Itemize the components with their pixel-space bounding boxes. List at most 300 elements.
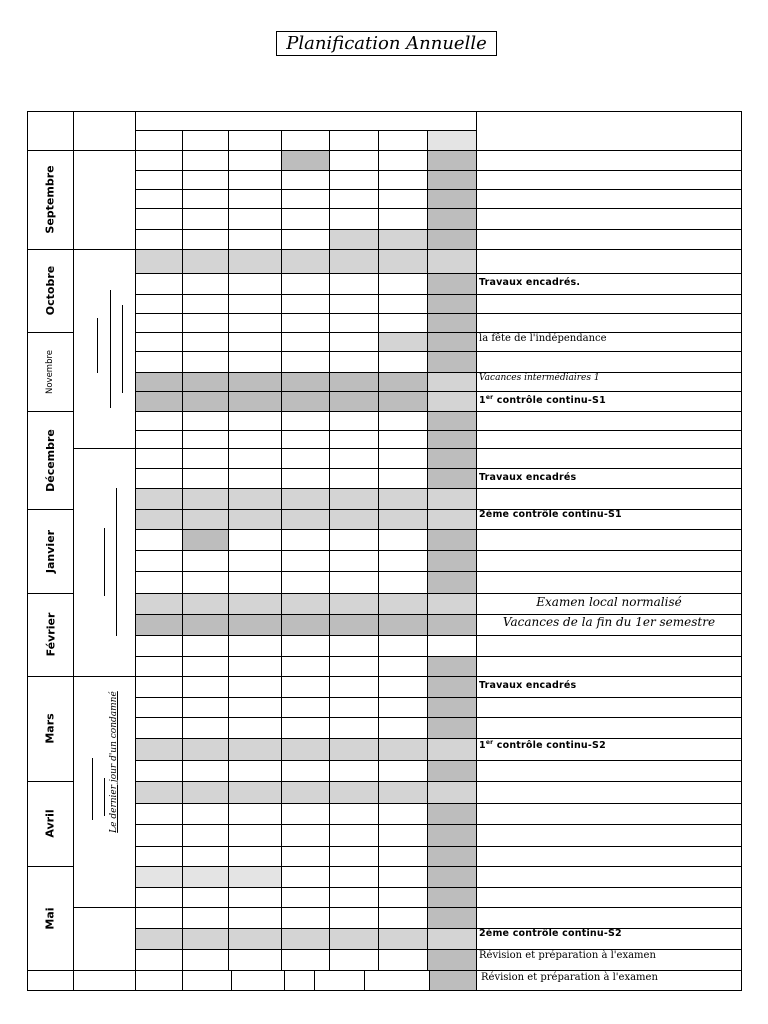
table-cell bbox=[378, 738, 428, 761]
header-cell bbox=[329, 130, 379, 151]
table-cell bbox=[182, 907, 229, 929]
table-cell bbox=[135, 273, 183, 295]
table-cell bbox=[329, 571, 379, 594]
note-cell bbox=[476, 717, 742, 739]
table-cell bbox=[135, 229, 183, 250]
table-cell bbox=[378, 313, 428, 333]
table-cell bbox=[427, 593, 477, 615]
table-cell bbox=[182, 970, 232, 991]
table-cell bbox=[281, 907, 330, 929]
month-label: Avril bbox=[43, 809, 57, 838]
table-cell bbox=[182, 189, 229, 209]
table-cell bbox=[73, 970, 136, 991]
table-cell bbox=[281, 170, 330, 190]
table-cell bbox=[329, 887, 379, 908]
note-cell bbox=[476, 907, 742, 929]
note-cell bbox=[476, 189, 742, 209]
table-cell bbox=[281, 614, 330, 636]
table-cell bbox=[281, 468, 330, 489]
table-cell bbox=[378, 189, 428, 209]
table-cell bbox=[329, 928, 379, 950]
table-cell bbox=[378, 468, 428, 489]
month-label: Octobre bbox=[44, 265, 58, 316]
page-title: Planification Annuelle bbox=[276, 31, 497, 56]
table-cell bbox=[378, 717, 428, 739]
table-cell bbox=[228, 866, 282, 888]
table-cell bbox=[281, 738, 330, 761]
table-cell bbox=[182, 294, 229, 314]
table-cell bbox=[228, 803, 282, 825]
table-cell bbox=[427, 249, 477, 274]
note-revision: Révision et préparation à l'examen bbox=[479, 950, 656, 961]
table-cell bbox=[228, 781, 282, 804]
table-cell bbox=[135, 824, 183, 847]
table-cell bbox=[427, 170, 477, 190]
table-cell bbox=[378, 529, 428, 551]
note-travaux: Travaux encadrés. bbox=[479, 277, 581, 288]
table-cell bbox=[378, 294, 428, 314]
table-cell bbox=[329, 509, 379, 530]
table-cell bbox=[329, 717, 379, 739]
table-cell bbox=[378, 550, 428, 572]
note-vacances: Vacances intermédiaires 1 bbox=[479, 373, 600, 383]
table-cell bbox=[228, 656, 282, 677]
table-cell bbox=[427, 430, 477, 449]
table-cell bbox=[329, 593, 379, 615]
table-cell bbox=[228, 907, 282, 929]
unit-line bbox=[122, 305, 123, 393]
table-cell bbox=[427, 448, 477, 469]
note-cell bbox=[476, 529, 742, 551]
month-label: Janvier bbox=[44, 529, 57, 573]
table-cell bbox=[182, 372, 229, 392]
table-cell bbox=[135, 351, 183, 373]
table-cell bbox=[378, 208, 428, 230]
table-cell bbox=[228, 949, 282, 971]
table-cell bbox=[182, 928, 229, 950]
table-cell bbox=[182, 208, 229, 230]
note-cell bbox=[476, 803, 742, 825]
table-cell bbox=[182, 509, 229, 530]
table-cell bbox=[378, 887, 428, 908]
table-cell bbox=[378, 697, 428, 718]
table-cell bbox=[329, 907, 379, 929]
note-cell bbox=[476, 313, 742, 333]
table-cell bbox=[427, 656, 477, 677]
table-cell bbox=[427, 332, 477, 352]
table-cell bbox=[281, 150, 330, 171]
note-controle: 1er contrôle continu-S1 bbox=[479, 394, 606, 407]
table-cell bbox=[378, 571, 428, 594]
table-cell bbox=[182, 614, 229, 636]
header-cell bbox=[427, 130, 477, 151]
note-cell bbox=[476, 170, 742, 190]
table-cell bbox=[329, 170, 379, 190]
table-cell bbox=[182, 676, 229, 698]
table-cell bbox=[182, 550, 229, 572]
table-cell bbox=[281, 717, 330, 739]
note-cell bbox=[476, 249, 742, 274]
note-cell bbox=[476, 760, 742, 782]
table-cell bbox=[378, 273, 428, 295]
unit-line bbox=[104, 528, 105, 596]
table-cell bbox=[378, 656, 428, 677]
table-cell bbox=[427, 488, 477, 510]
table-cell bbox=[281, 697, 330, 718]
table-cell bbox=[281, 249, 330, 274]
table-cell bbox=[427, 189, 477, 209]
table-cell bbox=[182, 273, 229, 295]
table-cell bbox=[135, 550, 183, 572]
table-cell bbox=[329, 866, 379, 888]
table-cell bbox=[182, 430, 229, 449]
unit-line bbox=[92, 758, 93, 820]
table-cell bbox=[329, 468, 379, 489]
table-cell bbox=[281, 273, 330, 295]
table-cell bbox=[427, 887, 477, 908]
table-cell bbox=[182, 738, 229, 761]
table-cell bbox=[378, 332, 428, 352]
month-label: Mai bbox=[43, 906, 57, 930]
table-cell bbox=[182, 824, 229, 847]
table-cell bbox=[329, 738, 379, 761]
table-cell bbox=[182, 949, 229, 971]
table-cell bbox=[228, 229, 282, 250]
table-cell bbox=[281, 332, 330, 352]
table-cell bbox=[378, 824, 428, 847]
table-cell bbox=[427, 697, 477, 718]
table-cell bbox=[228, 189, 282, 209]
table-cell bbox=[135, 593, 183, 615]
table-cell bbox=[228, 717, 282, 739]
note-controle: 1er contrôle continu-S2 bbox=[479, 739, 606, 752]
table-cell bbox=[228, 150, 282, 171]
table-cell bbox=[228, 411, 282, 431]
note-cell bbox=[476, 430, 742, 449]
table-cell bbox=[281, 391, 330, 412]
table-cell bbox=[135, 866, 183, 888]
table-cell bbox=[427, 717, 477, 739]
table-cell bbox=[228, 208, 282, 230]
month-label: Septembre bbox=[44, 165, 58, 234]
note-cell bbox=[476, 697, 742, 718]
table-cell bbox=[427, 313, 477, 333]
table-cell bbox=[182, 488, 229, 510]
note-cell bbox=[476, 208, 742, 230]
note-travaux: Travaux encadrés bbox=[479, 472, 577, 483]
table-cell bbox=[281, 313, 330, 333]
table-cell bbox=[378, 949, 428, 971]
table-cell bbox=[135, 372, 183, 392]
table-cell bbox=[378, 846, 428, 867]
table-cell bbox=[427, 760, 477, 782]
table-cell bbox=[135, 697, 183, 718]
table-cell bbox=[135, 781, 183, 804]
table-cell bbox=[182, 170, 229, 190]
table-cell bbox=[228, 824, 282, 847]
table-cell bbox=[182, 781, 229, 804]
table-cell bbox=[281, 866, 330, 888]
table-cell bbox=[135, 717, 183, 739]
table-cell bbox=[378, 781, 428, 804]
table-cell bbox=[135, 150, 183, 171]
table-cell bbox=[378, 488, 428, 510]
table-cell bbox=[228, 391, 282, 412]
table-cell bbox=[427, 273, 477, 295]
table-cell bbox=[135, 803, 183, 825]
table-cell bbox=[228, 332, 282, 352]
table-cell bbox=[27, 970, 74, 991]
table-cell bbox=[329, 313, 379, 333]
table-cell bbox=[281, 411, 330, 431]
month-label: Novembre bbox=[45, 349, 56, 394]
table-cell bbox=[281, 656, 330, 677]
note-cell bbox=[476, 824, 742, 847]
table-cell bbox=[135, 509, 183, 530]
note-cell bbox=[476, 150, 742, 171]
header-cell bbox=[476, 111, 742, 151]
table-cell bbox=[281, 676, 330, 698]
table-cell bbox=[228, 294, 282, 314]
table-cell bbox=[427, 150, 477, 171]
header-cell bbox=[182, 130, 229, 151]
table-cell bbox=[281, 635, 330, 657]
table-cell bbox=[228, 571, 282, 594]
table-cell bbox=[182, 351, 229, 373]
table-cell bbox=[329, 294, 379, 314]
table-cell bbox=[135, 468, 183, 489]
note-cell bbox=[476, 887, 742, 908]
table-cell bbox=[228, 529, 282, 551]
table-cell bbox=[135, 656, 183, 677]
table-cell bbox=[378, 150, 428, 171]
table-cell bbox=[182, 391, 229, 412]
note-cell bbox=[476, 866, 742, 888]
table-cell bbox=[329, 781, 379, 804]
table-cell bbox=[182, 571, 229, 594]
table-cell bbox=[427, 614, 477, 636]
table-cell bbox=[281, 509, 330, 530]
table-cell bbox=[427, 635, 477, 657]
table-cell bbox=[281, 294, 330, 314]
table-cell bbox=[135, 313, 183, 333]
table-cell bbox=[281, 208, 330, 230]
table-cell bbox=[281, 351, 330, 373]
note-cell bbox=[476, 229, 742, 250]
table-cell bbox=[281, 846, 330, 867]
table-cell bbox=[329, 697, 379, 718]
unit-cell bbox=[73, 907, 136, 971]
table-cell bbox=[182, 313, 229, 333]
table-cell bbox=[427, 351, 477, 373]
table-cell bbox=[378, 614, 428, 636]
note-cell bbox=[476, 635, 742, 657]
table-cell bbox=[182, 866, 229, 888]
table-cell bbox=[182, 468, 229, 489]
header-cell bbox=[73, 111, 136, 151]
table-cell bbox=[378, 676, 428, 698]
table-cell bbox=[281, 781, 330, 804]
table-cell bbox=[228, 170, 282, 190]
note-cell bbox=[476, 656, 742, 677]
table-cell bbox=[427, 676, 477, 698]
table-cell bbox=[378, 803, 428, 825]
table-cell bbox=[228, 887, 282, 908]
note-examen: Examen local normalisé bbox=[536, 595, 682, 609]
note-travaux: Travaux encadrés bbox=[479, 680, 577, 691]
table-cell bbox=[378, 249, 428, 274]
note-revision: Révision et préparation à l'examen bbox=[481, 972, 658, 983]
table-cell bbox=[182, 249, 229, 274]
table-cell bbox=[329, 656, 379, 677]
table-cell bbox=[182, 150, 229, 171]
table-cell bbox=[329, 249, 379, 274]
table-cell bbox=[329, 391, 379, 412]
table-cell bbox=[228, 614, 282, 636]
table-cell bbox=[329, 208, 379, 230]
table-cell bbox=[135, 760, 183, 782]
table-cell bbox=[427, 571, 477, 594]
table-cell bbox=[329, 229, 379, 250]
unit-line bbox=[116, 488, 117, 636]
note-cell bbox=[476, 294, 742, 314]
unit-line bbox=[97, 318, 98, 373]
table-cell bbox=[228, 846, 282, 867]
table-cell bbox=[378, 907, 428, 929]
table-cell bbox=[182, 448, 229, 469]
note-vacances: Vacances de la fin du 1er semestre bbox=[502, 615, 716, 629]
table-cell bbox=[329, 351, 379, 373]
table-cell bbox=[427, 294, 477, 314]
table-cell bbox=[135, 949, 183, 971]
note-cell bbox=[476, 448, 742, 469]
header-cell bbox=[281, 130, 330, 151]
table-cell bbox=[329, 332, 379, 352]
header-cell bbox=[135, 130, 183, 151]
table-cell bbox=[135, 448, 183, 469]
table-cell bbox=[135, 738, 183, 761]
table-cell bbox=[378, 170, 428, 190]
table-cell bbox=[329, 635, 379, 657]
table-cell bbox=[281, 760, 330, 782]
table-cell bbox=[135, 170, 183, 190]
table-cell bbox=[281, 949, 330, 971]
note-controle: 2ème contrôle continu-S2 bbox=[479, 928, 622, 939]
table-cell bbox=[427, 509, 477, 530]
note-fete: la fête de l'indépendance bbox=[479, 333, 607, 344]
table-cell bbox=[228, 635, 282, 657]
note-cell bbox=[476, 411, 742, 431]
table-cell bbox=[378, 593, 428, 615]
table-cell bbox=[135, 907, 183, 929]
table-cell bbox=[329, 550, 379, 572]
table-cell bbox=[182, 717, 229, 739]
table-cell bbox=[427, 803, 477, 825]
unit-cell bbox=[73, 249, 136, 449]
table-cell bbox=[427, 372, 477, 392]
note-cell bbox=[476, 550, 742, 572]
table-cell bbox=[281, 448, 330, 469]
table-cell bbox=[329, 411, 379, 431]
table-cell bbox=[228, 273, 282, 295]
table-cell bbox=[427, 907, 477, 929]
month-label: Mars bbox=[44, 713, 57, 744]
table-cell bbox=[228, 372, 282, 392]
table-cell bbox=[364, 970, 430, 991]
table-cell bbox=[427, 550, 477, 572]
table-cell bbox=[329, 273, 379, 295]
table-cell bbox=[284, 970, 315, 991]
note-cell bbox=[476, 351, 742, 373]
table-cell bbox=[182, 593, 229, 615]
table-cell bbox=[378, 509, 428, 530]
table-cell bbox=[329, 430, 379, 449]
table-cell bbox=[329, 614, 379, 636]
note-cell bbox=[476, 846, 742, 867]
month-label: Février bbox=[44, 612, 57, 657]
table-cell bbox=[281, 803, 330, 825]
table-cell bbox=[427, 846, 477, 867]
note-cell bbox=[476, 571, 742, 594]
table-cell bbox=[314, 970, 365, 991]
table-cell bbox=[378, 430, 428, 449]
table-cell bbox=[135, 928, 183, 950]
table-cell bbox=[228, 249, 282, 274]
header-cell bbox=[378, 130, 428, 151]
table-cell bbox=[182, 760, 229, 782]
table-cell bbox=[329, 189, 379, 209]
table-cell bbox=[281, 488, 330, 510]
table-cell bbox=[329, 676, 379, 698]
table-cell bbox=[228, 448, 282, 469]
table-cell bbox=[228, 928, 282, 950]
table-cell bbox=[329, 949, 379, 971]
table-cell bbox=[281, 189, 330, 209]
table-cell bbox=[228, 488, 282, 510]
table-cell bbox=[281, 593, 330, 615]
table-cell bbox=[378, 351, 428, 373]
table-cell bbox=[281, 529, 330, 551]
table-cell bbox=[182, 887, 229, 908]
table-cell bbox=[329, 372, 379, 392]
unit-cell bbox=[73, 150, 136, 250]
table-cell bbox=[378, 928, 428, 950]
table-cell bbox=[427, 824, 477, 847]
table-cell bbox=[427, 866, 477, 888]
table-cell bbox=[427, 781, 477, 804]
table-cell bbox=[281, 571, 330, 594]
table-cell bbox=[427, 529, 477, 551]
table-cell bbox=[427, 949, 477, 971]
table-cell bbox=[135, 411, 183, 431]
table-cell bbox=[427, 411, 477, 431]
table-cell bbox=[228, 468, 282, 489]
table-cell bbox=[135, 635, 183, 657]
table-cell bbox=[378, 866, 428, 888]
unit-line bbox=[104, 778, 105, 816]
table-cell bbox=[135, 189, 183, 209]
note-cell bbox=[476, 781, 742, 804]
table-cell bbox=[182, 656, 229, 677]
month-label: Décembre bbox=[44, 428, 58, 492]
table-cell bbox=[427, 468, 477, 489]
table-cell bbox=[427, 229, 477, 250]
table-cell bbox=[228, 351, 282, 373]
table-cell bbox=[281, 887, 330, 908]
table-cell bbox=[135, 488, 183, 510]
table-cell bbox=[329, 488, 379, 510]
header-cell bbox=[135, 111, 477, 131]
